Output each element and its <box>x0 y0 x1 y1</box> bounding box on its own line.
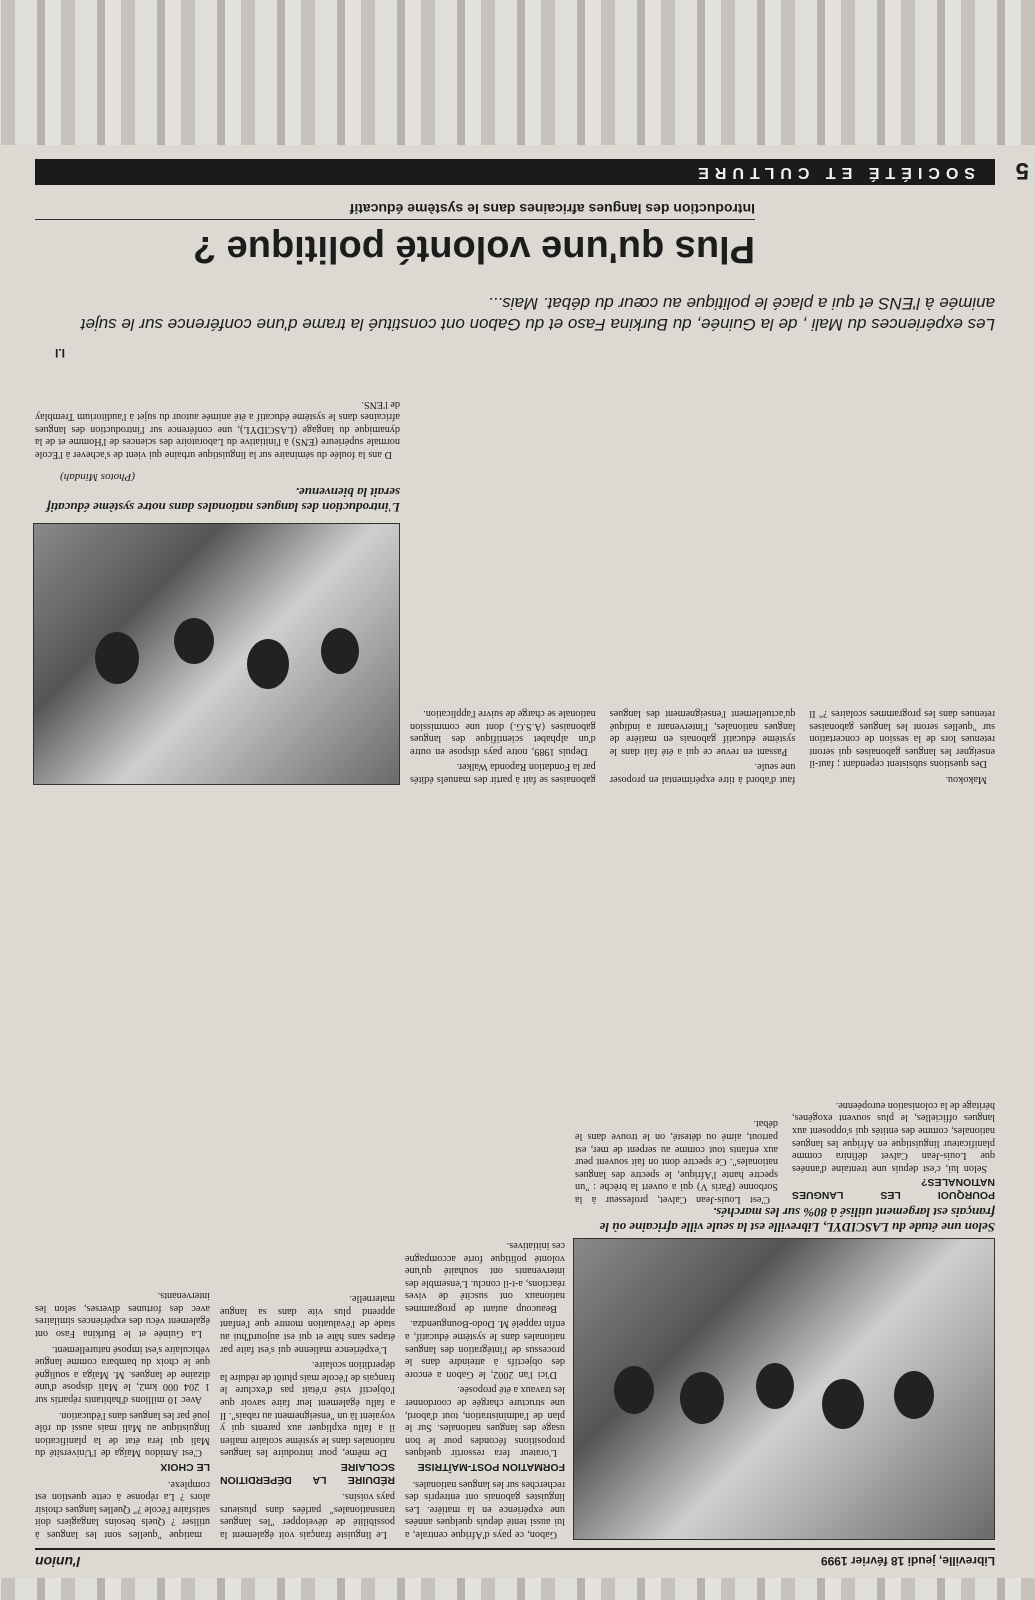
photo-figure <box>756 1363 794 1409</box>
photo-figure <box>614 1366 654 1414</box>
col-paragraph: Beaucoup autant de programmes nationaux ont suscité de vives réactions, a-t-il conclu. L'ensemble des intervenants ont souhaité qu'une volonté politique forte accompagne ces initiatives. <box>405 1239 565 1314</box>
article-kicker: Introduction des langues africaines dans le système éducatif <box>35 201 755 220</box>
col-paragraph: matique "quelles sont les langues à utiliser ? Quels besoins langagiers doit satisfaire l'école ?" Quelles langues choisir alors ? La réponse à cette question est complexe. <box>35 1478 210 1540</box>
col-paragraph: Makokou. <box>945 774 987 785</box>
col-paragraph: Le linguiste français voit également la possibilité de développer "les langues transnationales" parlées dans plusieurs pays voisins. <box>220 1491 395 1540</box>
article-column-5 <box>410 370 995 785</box>
photo2-caption: L'introduction des langues nationales dans notre système éducatif serait la bienvenue. <box>46 485 400 515</box>
ornament: I.I <box>54 346 65 360</box>
subhead-reduire: RÉDUIRE LA DÉPERDITION SCOLAIRE <box>220 1461 395 1486</box>
col-paragraph: C'est Louis-Jean Calvet, professeur à la Sorbonne (Paris V) qui a ouvert la brèche : "un spectre hante l'Afrique, le spectre des langues nationales". Ce spectre dont on fait souvent peur aux enfants tout comme au serpent de mer, est partout, aimé ou détesté, on le trouve dans le débat. <box>575 1118 778 1205</box>
scan-bleed-top <box>0 1578 1035 1600</box>
col-paragraph: Selon lui, c'est depuis une trentaine d'années que Louis-Jean Calvet définira comme planificateur linguistique en Afrique les langues nationales, comme des entités qui s'opposent aux langues officielles, le plus souvent exogènes, héritage de la colonisation européenne. <box>792 1099 995 1174</box>
photo-figure <box>894 1371 934 1419</box>
col-paragraph: La Guinée et le Burkina Faso ont également vécu des expériences similaires avec des fortunes diverses, selon les intervenants. <box>35 1290 210 1340</box>
scan-bleed-bottom <box>0 0 1035 145</box>
subhead-choix: LE CHOIX <box>160 1461 210 1474</box>
photo-classroom <box>33 523 400 785</box>
photo-figure <box>95 632 139 684</box>
col-paragraph: Passant en revue ce qui a été fait dans le système éducatif gabonais en matière de langues nationales, l'intervenant a indiqué qu'actuellement l'enseignement des langues gabonaises se fait à partir des manuels édités par la Fondation Raponda Walker. <box>410 708 796 785</box>
subhead-formation: FORMATION POST-MAÎTRISE <box>417 1461 565 1474</box>
article-column-lead <box>35 365 400 460</box>
article-column-2 <box>220 795 395 1540</box>
col-paragraph: Depuis 1989, notre pays dispose en outre d'un alphabet scientifique des langues gabonaises (A.S.G.) dont une commission nationale se charge de suivre l'application. <box>410 708 596 757</box>
photo-figure <box>680 1372 724 1424</box>
page-number: 5 <box>1015 157 1029 184</box>
header-date: Libreville, jeudi 18 février 1999 <box>820 1554 995 1568</box>
photo-figure <box>321 628 359 674</box>
col-paragraph: Avec 10 millions d'habitants répartis sur 1 204 000 km2, le Mali dispose d'une dizaine de langues. M. Maïga a souligné que le choix du bambara comme langue véhiculaire s'est imposé naturellement. <box>35 1343 210 1406</box>
photo-figure <box>247 639 289 689</box>
article-column-3 <box>35 795 210 1540</box>
col-paragraph: Des questions subsistent cependant ; faut-il enseigner les langues gabonaises qui seront retenues lors de la session de concertation sur "quelles seront les langues gabonaises retenues dans les programmes scolaires ?" Il faut d'abord à titre expérimental en proposer une seule. <box>609 708 995 785</box>
photo1-caption: Selon une étude du LASCIDYL, Libreville est la seule ville africaine où le français est largement utilisé à 80% sur les marchés. <box>599 1205 995 1235</box>
subhead-pourquoi: POURQUOI LES LANGUES NATIONALES? <box>792 1176 995 1201</box>
col-paragraph: C'est Amidou Maïga de l'Université du Mali qui fera état de la planification linguistique au Mali mais aussi du rôle joué par les langues dans l'éducation. <box>35 1409 210 1459</box>
photo-figure <box>822 1379 864 1429</box>
page-header <box>35 1548 995 1570</box>
article-column-1 <box>405 795 565 1540</box>
col-paragraph: De même, pour introduire les langues nationales dans le système scolaire malien il a fallu expliquer aux parents qui y voyaient là un "enseignement au rabais". Il a fallu également leur faire savoir que l'objectif visé n'était pas d'exclure le français de l'école mais plutôt de réduire la déperdition scolaire. <box>220 1359 395 1459</box>
article-standfirst: Les expériences du Mali , de la Guinée, du Burkina Faso et du Gabon ont constitué la trame d'une conférence sur le sujet animée à l'ENS et qui a placé le politique au cœur du débat. Mais... <box>80 294 995 334</box>
article-headline: Plus qu'une volonté politique ? <box>192 228 755 270</box>
photo-market-class <box>573 1238 995 1540</box>
photo-figure <box>174 618 214 664</box>
lead-paragraph: D ans la foulée du séminaire sur la linguistique urbaine qui vient de s'achever à l'École normale supérieure (ENS) à l'initiative du Laboratoire des sciences de l'Homme et de la dynamique du langage (LASCIDYL), une conférence sur l'introduction des langues africaines dans le système éducatif a été animée autour du sujet à l'auditorium Tremblay de l'ENS. <box>35 398 400 460</box>
section-bar: SOCIÉTÉ ET CULTURE <box>35 159 995 185</box>
article-column-4 <box>575 795 995 1205</box>
newspaper-logo: l'union <box>35 1554 81 1570</box>
col-paragraph: Gabon, ce pays d'Afrique centrale, a lui aussi tenté depuis quelques années une expérience en la matière. Les linguistes gabonais ont entrepris des recherches sur les langues nationales. <box>405 1478 565 1540</box>
col-paragraph: D'ici l'an 2002, le Gabon a encore des objectifs à atteindre dans le processus de l'intégration des langues nationales dans le système éducatif, a enfin rappelé M. Dodo-Bounguendza. <box>405 1318 565 1380</box>
col-paragraph: L'expérience malienne qui s'est faite par étapes sans hâte et qui est aujourd'hui au stade de l'évaluation montre que l'enfant apprend plus vite dans sa langue maternelle. <box>220 1293 395 1355</box>
photo2-credit: (Photos Mindah) <box>60 471 135 483</box>
col-paragraph: L'orateur fera ressortir quelques propositions fécondes pour le bon usage des langues nationales. Sur le plan de l'administration, tout d'abord, une structure chargée de coordonner les travaux a été proposée. <box>405 1384 565 1459</box>
